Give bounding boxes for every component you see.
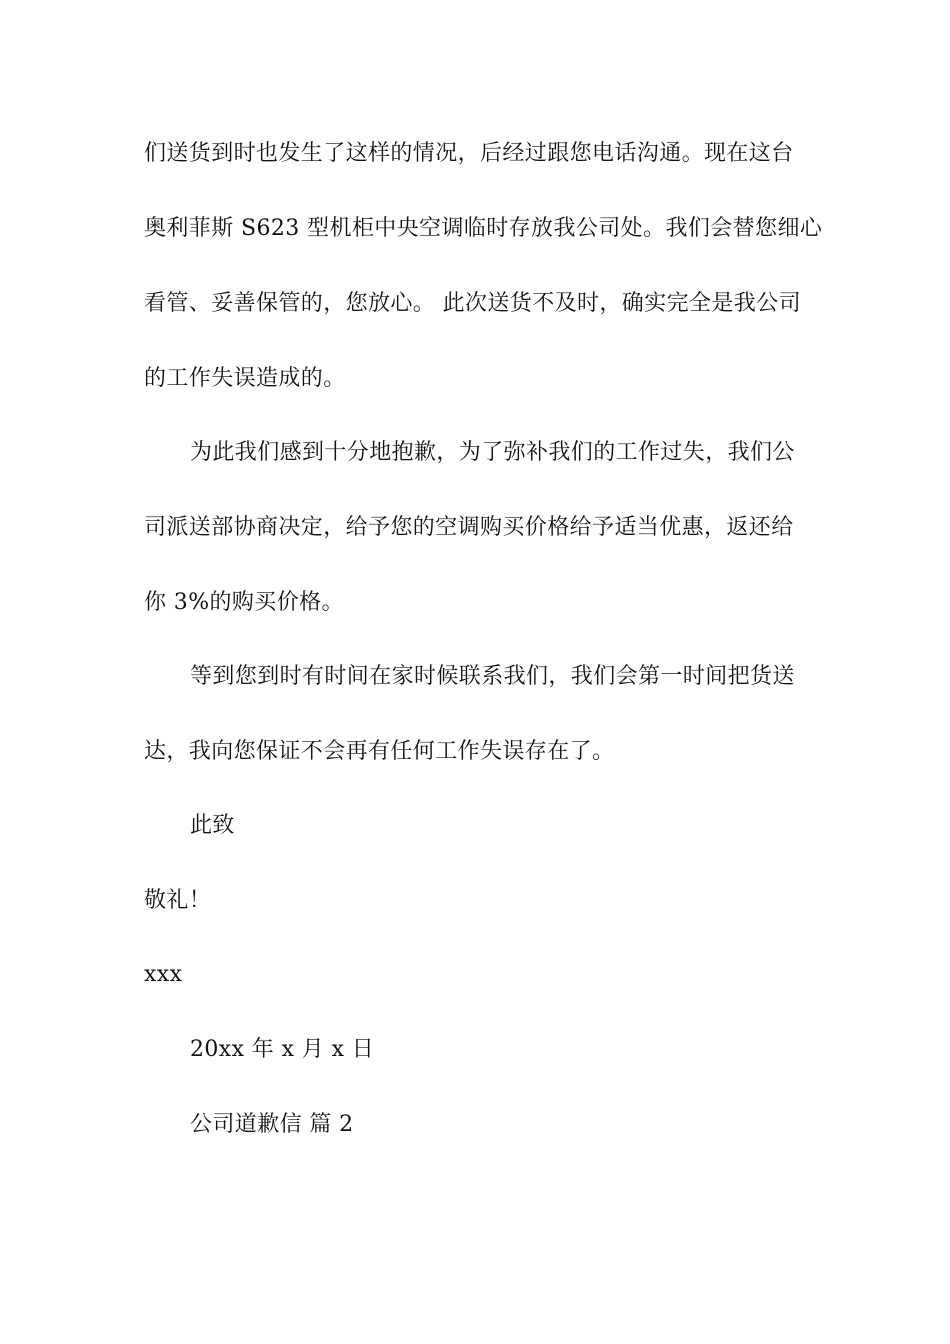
signature: xxx — [144, 962, 183, 987]
paragraph-line: 的工作失误造成的。 — [144, 366, 346, 391]
date-line: 20xx 年 x 月 x 日 — [190, 1037, 375, 1062]
paragraph-line: 看管、妥善保管的，您放心。 此次送货不及时，确实完全是我公司 — [144, 291, 801, 316]
paragraph-line: 等到您到时有时间在家时候联系我们，我们会第一时间把货送 — [190, 664, 795, 689]
paragraph-line: 司派送部协商决定，给予您的空调购买价格给予适当优惠，返还给 — [144, 515, 794, 540]
paragraph-line: 你 3%的购买价格。 — [144, 590, 344, 615]
closing-regards: 敬礼！ — [144, 888, 212, 913]
paragraph-line: 奥利菲斯 S623 型机柜中央空调临时存放我公司处。我们会替您细心 — [144, 216, 823, 241]
paragraph-line: 们送货到时也发生了这样的情况，后经过跟您电话沟通。现在这台 — [144, 141, 794, 166]
paragraph-line: 达，我向您保证不会再有任何工作失误存在了。 — [144, 739, 615, 764]
paragraph-line: 为此我们感到十分地抱歉，为了弥补我们的工作过失，我们公 — [190, 440, 795, 465]
closing-salutation: 此致 — [190, 813, 235, 838]
section-heading: 公司道歉信 篇 2 — [190, 1112, 354, 1137]
